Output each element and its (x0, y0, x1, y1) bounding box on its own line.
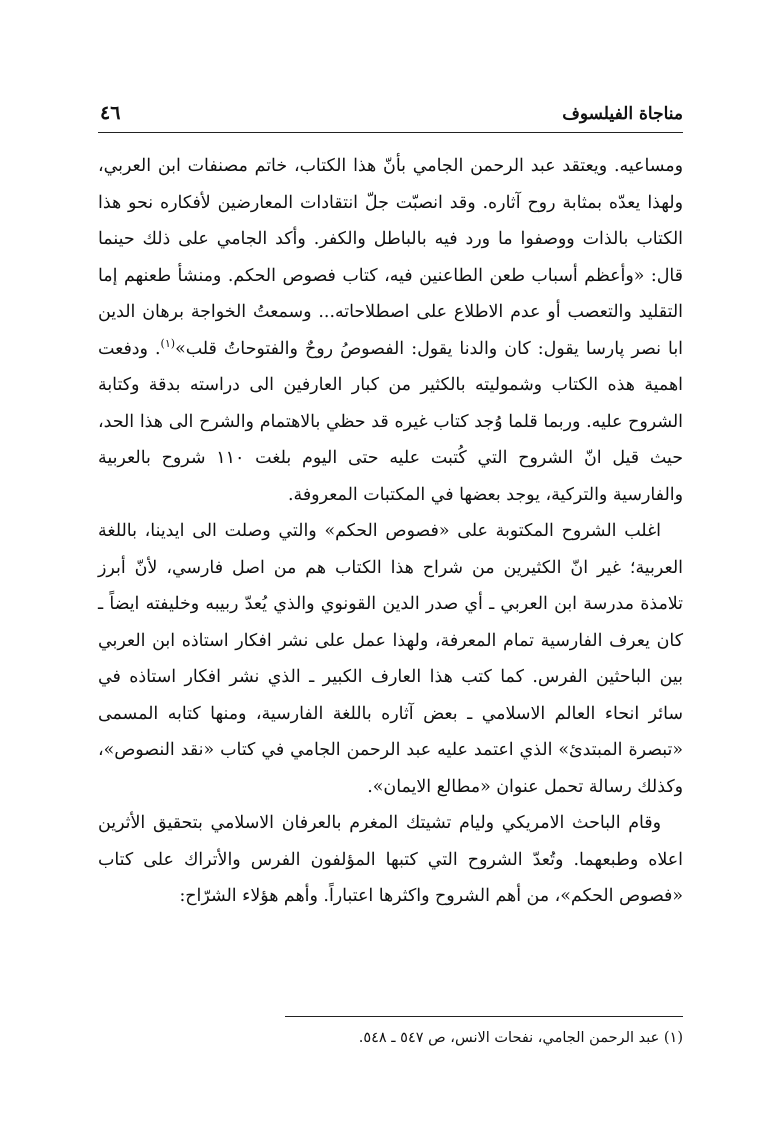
footnote-divider (285, 1016, 683, 1017)
page-number: ٤٦ (100, 102, 121, 124)
paragraph-1 (98, 148, 683, 513)
running-header (98, 98, 683, 133)
paragraph-2: اغلب الشروح المكتوبة على «فصوص الحكم» والتي وصلت الى ايدينا، باللغة العربية؛ غير انّ الكثيرين من شراح هذا الكتاب هم من اصل فارسي، لأنّ أبرز تلامذة مدرسة ابن العربي ـ أي صدر الدين القونوي والذي يُعدّ ربيبه وخليفته ايضاً ـ كان يعرف الفارسية تمام المعرفة، ولهذا عمل على نشر افكار استاذه ابن العربي بين الباحثين الفرس. كما كتب هذا العارف الكبير ـ الذي نشر افكار استاذه في سائر انحاء العالم الاسلامي ـ بعض آثاره باللغة الفارسية، ومنها كتابه المسمى «تبصرة المبتدئ» الذي اعتمد عليه عبد الرحمن الجامي في كتاب «نقد النصوص»، وكذلك رسالة تحمل عنوان «مطالع الايمان». (98, 521, 683, 797)
paragraph-3: وقام الباحث الامريكي وليام تشيتك المغرم بالعرفان الاسلامي بتحقيق الأثرين اعلاه وطبعهما. وتُعدّ الشروح التي كتبها المؤلفون الفرس والأتراك على كتاب «فصوص الحكم»، من أهم الشروح واكثرها اعتباراً. وأهم هؤلاء الشرّاح: (98, 813, 683, 906)
paragraph-1-text-a: ومساعيه. ويعتقد عبد الرحمن الجامي بأنّ هذا الكتاب، خاتم مصنفات ابن العربي، ولهذا يعدّه بمثابة روح آثاره. وقد انصبّت جلّ انتقادات المعارضين لأفكاره نحو هذا الكتاب بالذات ووصفوا ما ورد فيه بالباطل والكفر. وأكد الجامي على ذلك حينما قال: «وأعظم أسباب طعن الطاعنين فيه، كتاب فصوص الحكم. ومنشأ طعنهم إما التقليد والتعصب أو عدم الاطلاع على اصطلاحاته... وسمعتُ الخواجة برهان الدين ابا نصر پارسا يقول: كان والدنا يقول: الفصوصُ روحٌ والفتوحاتُ قلب» (98, 156, 683, 359)
running-title: مناجاة الفيلسوف (562, 104, 683, 124)
paragraph-1-text-b: . ودفعت اهمية هذه الكتاب وشموليته بالكثير من كبار العارفين الى دراسته بدقة وكتابة الشروح عليه. وربما قلما وُجد كتاب غيره قد حظي بالاهتمام والشرح الى هذا الحد، حيث قيل انّ الشروح التي كُتبت عليه حتى اليوم بلغت ١١٠ شروح بالعربية والفارسية والتركية، يوجد بعضها في المكتبات المعروفة. (98, 338, 684, 505)
footnote: (١) عبد الرحمن الجامي، نفحات الانس، ص ٥٤٧ ـ ٥٤٨. (358, 1030, 683, 1046)
main-text (98, 148, 683, 915)
footnote-reference: (١) (160, 336, 176, 350)
